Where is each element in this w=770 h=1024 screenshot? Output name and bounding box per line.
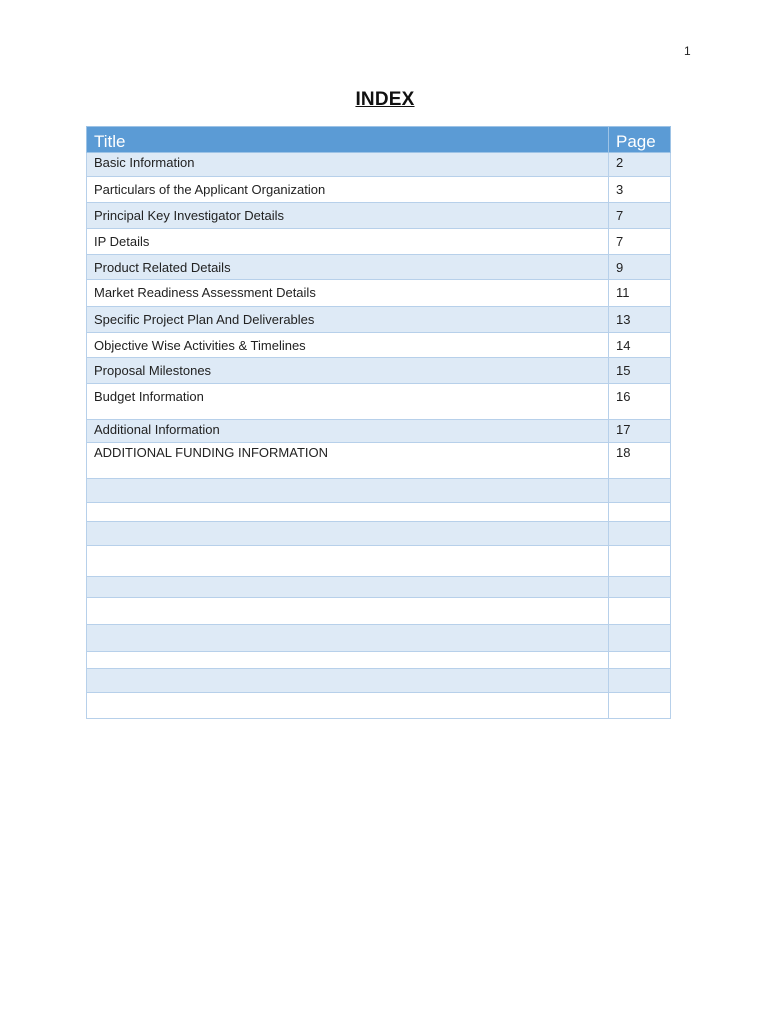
row-page — [609, 669, 671, 693]
row-title — [87, 693, 609, 719]
row-page: 14 — [609, 333, 671, 358]
row-page: 15 — [609, 358, 671, 384]
table-row — [87, 203, 671, 229]
row-title — [87, 652, 609, 669]
row-page — [609, 479, 671, 503]
row-page: 3 — [609, 177, 671, 203]
table-row — [87, 177, 671, 203]
table-header-row — [87, 127, 671, 153]
table-row — [87, 693, 671, 719]
table-row — [87, 358, 671, 384]
index-heading: INDEX — [355, 89, 415, 110]
table-row — [87, 255, 671, 280]
row-page: 7 — [609, 229, 671, 255]
row-page: 17 — [609, 420, 671, 443]
row-page — [609, 693, 671, 719]
row-title: Objective Wise Activities & Timelines — [87, 333, 609, 358]
row-page — [609, 522, 671, 546]
row-title: ADDITIONAL FUNDING INFORMATION — [87, 443, 609, 479]
row-page: 18 — [609, 443, 671, 479]
page-number: 1 — [684, 44, 691, 58]
row-title — [87, 669, 609, 693]
table-row — [87, 479, 671, 503]
table-row — [87, 669, 671, 693]
row-title: Principal Key Investigator Details — [87, 203, 609, 229]
row-page — [609, 577, 671, 598]
table-row — [87, 333, 671, 358]
row-page — [609, 598, 671, 625]
row-title — [87, 546, 609, 577]
row-title: Market Readiness Assessment Details — [87, 280, 609, 307]
row-page: 2 — [609, 153, 671, 177]
table-row — [87, 443, 671, 479]
row-title: Particulars of the Applicant Organization — [87, 177, 609, 203]
table-row — [87, 652, 671, 669]
row-page: 11 — [609, 280, 671, 307]
table-row — [87, 280, 671, 307]
row-page: 7 — [609, 203, 671, 229]
row-title — [87, 479, 609, 503]
table-row — [87, 522, 671, 546]
table-row — [87, 229, 671, 255]
row-title: Additional Information — [87, 420, 609, 443]
row-title — [87, 625, 609, 652]
table-row — [87, 384, 671, 420]
row-title: Product Related Details — [87, 255, 609, 280]
table-row — [87, 420, 671, 443]
index-table — [86, 126, 671, 719]
table-row — [87, 546, 671, 577]
row-title — [87, 503, 609, 522]
row-page — [609, 546, 671, 577]
table-row — [87, 307, 671, 333]
row-title: Proposal Milestones — [87, 358, 609, 384]
row-page — [609, 625, 671, 652]
table-row — [87, 598, 671, 625]
row-title: Specific Project Plan And Deliverables — [87, 307, 609, 333]
row-title: Budget Information — [87, 384, 609, 420]
table-row — [87, 153, 671, 177]
table-row — [87, 625, 671, 652]
row-title — [87, 598, 609, 625]
column-header-title: Title — [87, 127, 609, 153]
row-page — [609, 652, 671, 669]
row-title: IP Details — [87, 229, 609, 255]
row-page: 9 — [609, 255, 671, 280]
table-row — [87, 577, 671, 598]
row-page: 13 — [609, 307, 671, 333]
row-title — [87, 522, 609, 546]
row-title — [87, 577, 609, 598]
row-page: 16 — [609, 384, 671, 420]
table-row — [87, 503, 671, 522]
row-page — [609, 503, 671, 522]
row-title: Basic Information — [87, 153, 609, 177]
column-header-page: Page — [609, 127, 671, 153]
